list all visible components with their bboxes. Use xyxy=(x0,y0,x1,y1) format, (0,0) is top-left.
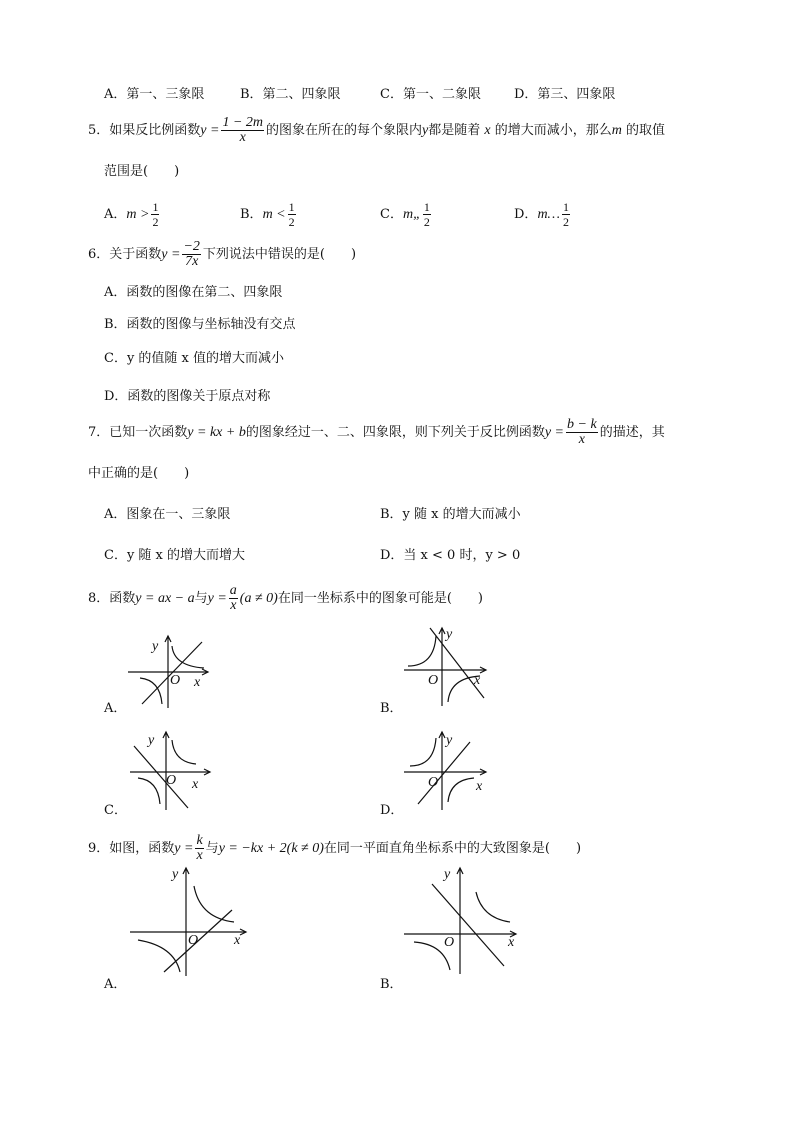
q6-option-b[interactable]: B．函数的图像与坐标轴没有交点 xyxy=(104,317,296,332)
q8-label-c: C． xyxy=(104,803,127,818)
q8-graph-c[interactable] xyxy=(130,728,214,810)
q8-d-y-label: y xyxy=(446,733,453,748)
q5-stem-line2: 范围是( ) xyxy=(104,164,180,179)
q8-fraction: $\frac{a}{x}$ xyxy=(229,583,237,613)
q9-b-o-label: O xyxy=(444,935,455,950)
q9-stem: 9．如图，函数y = $\frac{k}{x}$ 与y = −kx + 2(k ≠ 0)在同一平面直角坐标系中的大致图象是( ) xyxy=(88,833,582,863)
q5-stem: 5．如果反比例函数y = $\frac{1 - 2m}{x}$ 的图象在所在的每个象限内y都是随着 x 的增大而减小，那么m 的取值 xyxy=(88,115,666,145)
q8-label-a: A． xyxy=(104,701,127,716)
q7-option-c[interactable]: C．y 随 x 的增大而增大 xyxy=(104,548,246,563)
q9-label-a: A． xyxy=(104,977,127,992)
q7-option-b[interactable]: B．y 随 x 的增大而减小 xyxy=(380,507,521,522)
q5-option-d[interactable]: D．m… $\frac{1}{2}$ xyxy=(514,200,569,229)
q6-option-a[interactable]: A．函数的图像在第二、四象限 xyxy=(104,285,283,300)
q8-d-o-label: O xyxy=(428,775,439,790)
q8-graph-d[interactable] xyxy=(404,730,490,810)
q8-d-x-label: x xyxy=(476,779,483,794)
q5-func-lhs: y = xyxy=(200,123,220,138)
q8-label-d: D． xyxy=(380,803,404,818)
q8-stem: 8．函数y = ax − a与y = $\frac{a}{x}$ (a ≠ 0)在同一坐标系中的图象可能是( ) xyxy=(88,583,483,613)
q7-option-d[interactable]: D．当 x < 0 时，y > 0 xyxy=(380,548,521,563)
q8-label-b: B． xyxy=(380,701,403,716)
q4-option-a[interactable]: A．第一、三象限 xyxy=(104,87,205,102)
q6-stem: 6．关于函数y = $\frac{-2}{7x}$ 下列说法中错误的是( ) xyxy=(88,239,357,269)
q8-a-x-label: x xyxy=(194,675,201,690)
q7-stem-line2: 中正确的是( ) xyxy=(88,466,190,481)
q9-a-x-label: x xyxy=(234,933,241,948)
q9-b-x-label: x xyxy=(508,935,515,950)
q8-b-y-label: y xyxy=(446,627,453,642)
q8-graph-b[interactable] xyxy=(404,626,490,706)
q5-option-a[interactable]: A．m > $\frac{1}{2}$ xyxy=(104,200,159,229)
q9-fraction: $\frac{k}{x}$ xyxy=(196,833,203,863)
q6-option-c[interactable]: C．y 的值随 x 值的增大而减小 xyxy=(104,351,285,366)
q8-graph-a[interactable] xyxy=(128,632,212,708)
q8-a-y-label: y xyxy=(152,639,159,654)
q7-fraction: $\frac{b - k}{x}$ xyxy=(567,417,597,447)
q5-fraction: $\frac{1 - 2m}{x}$ xyxy=(222,115,264,145)
q4-option-b[interactable]: B．第二、四象限 xyxy=(240,87,341,102)
q8-c-o-label: O xyxy=(166,773,177,788)
q5-pre: 5．如果反比例函数 xyxy=(88,123,201,138)
q5-option-c[interactable]: C．m„ $\frac{1}{2}$ xyxy=(380,200,430,229)
q9-graph-a[interactable] xyxy=(130,864,248,976)
q7-stem: 7．已知一次函数y = kx + b的图象经过一、二、四象限，则下列关于反比例函数y = $\frac{b - k}{x}$ 的描述，其 xyxy=(88,417,665,447)
q4-option-c[interactable]: C．第一、二象限 xyxy=(380,87,481,102)
q4-option-d[interactable]: D．第三、四象限 xyxy=(514,87,616,102)
q6-fraction: $\frac{-2}{7x}$ xyxy=(183,239,200,269)
q9-label-b: B． xyxy=(380,977,403,992)
q8-a-o-label: O xyxy=(170,673,181,688)
q8-b-x-label: x xyxy=(474,673,481,688)
q5-option-b[interactable]: B．m < $\frac{1}{2}$ xyxy=(240,200,295,229)
q9-graph-b[interactable] xyxy=(404,864,518,974)
q8-b-o-label: O xyxy=(428,673,439,688)
q6-option-d[interactable]: D．函数的图像关于原点对称 xyxy=(104,389,271,404)
q7-option-a[interactable]: A．图象在一、三象限 xyxy=(104,507,231,522)
q9-b-y-label: y xyxy=(444,867,451,882)
q8-c-y-label: y xyxy=(148,733,155,748)
q8-c-x-label: x xyxy=(192,777,199,792)
q9-a-o-label: O xyxy=(188,933,199,948)
q9-a-y-label: y xyxy=(172,867,179,882)
